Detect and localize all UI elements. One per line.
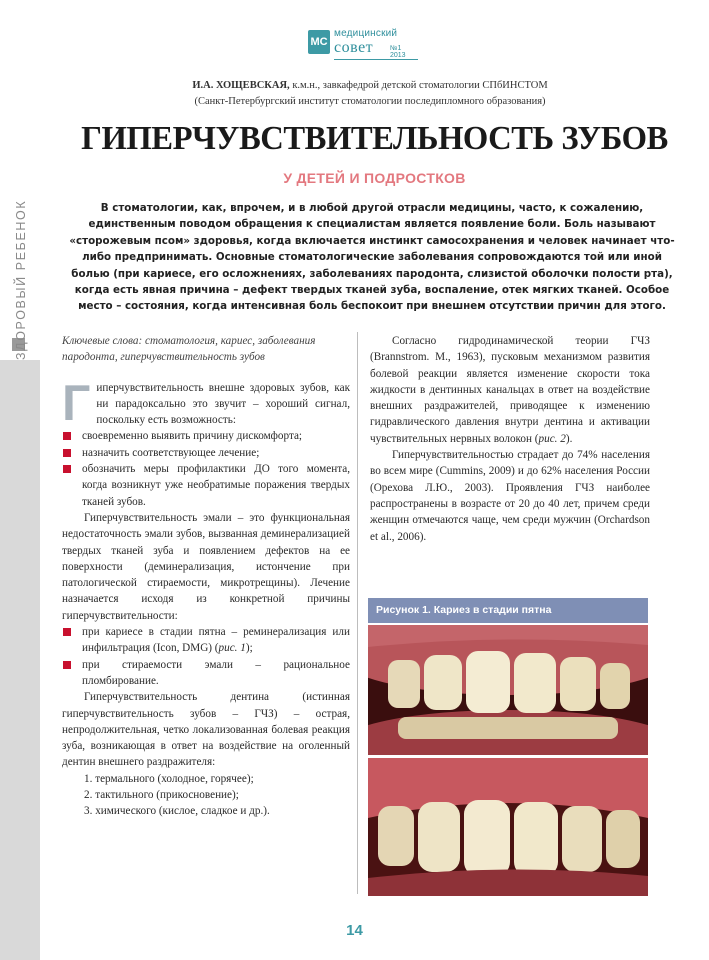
- bullet-square-icon: [63, 661, 71, 669]
- list-item: 1. термального (холодное, горячее);: [84, 772, 254, 785]
- bullet-text: при кариесе в стадии пятна – реминерализация или инфильтрация (Icon, DMG) (: [82, 626, 350, 655]
- author-line: [60, 80, 680, 91]
- intro-text: иперчувствительность внешне здоровых зубов, как ни парадоксально это звучит – хороший сигнал, поскольку есть возможность:: [96, 381, 350, 427]
- list-item: 3. химического (кислое, сладкое и др.).: [84, 805, 270, 818]
- logo-underline: [334, 59, 418, 60]
- left-column: [62, 333, 350, 820]
- author-affiliation: (Санкт-Петербургский институт стоматологии последипломного образования): [194, 96, 546, 107]
- logo-mark-icon: МС: [308, 30, 330, 54]
- side-rubric-bar: [0, 360, 40, 960]
- right-column: [370, 333, 650, 545]
- figure-ref-1[interactable]: рис. 1: [218, 642, 246, 655]
- intro-paragraph: [62, 374, 350, 431]
- column-divider: [357, 332, 358, 894]
- list-item: 2. тактильного (прикосновение);: [84, 789, 239, 802]
- article-subtitle: У ДЕТЕЙ И ПОДРОСТКОВ: [283, 170, 466, 186]
- enamel-paragraph: Гиперчувствительность эмали – это функциональная недостаточность эмали зубов, вызванная деминерализацией твердых тканей зуба и появлением дефектов на ее поверхности (деминерализация, истончение при патологической стираемости, микротрещины). Лечение назначается исходя из конкретной причины гиперчувствительности:: [62, 511, 350, 622]
- bullet-square-icon: [63, 449, 71, 457]
- teeth-photo-bottom: [368, 758, 648, 896]
- side-rubric-label: ЗДОРОВЫЙ РЕБЕНОК: [14, 199, 28, 360]
- article-title: ГИПЕРЧУВСТВИТЕЛЬНОСТЬ ЗУБОВ: [81, 120, 668, 157]
- teeth-photo-bottom-image: [368, 758, 648, 896]
- figure-1: [368, 598, 648, 898]
- bullet-text: при стираемости эмали – рациональное пломбирование.: [82, 658, 350, 687]
- bullet-text: обозначить меры профилактики ДО того момента, когда возникнут уже необратимые поражения твердых тканей зубов.: [82, 463, 350, 508]
- prevalence-paragraph: Гиперчувствительностью страдает до 74% населения во всем мире (Cummins, 2009) и до 62% населения России (Орехова Л.Ю., 2003). Проявления ГЧЗ наиболее распространены в возрасте от 20 до 40 лет, причем среди женщин отмечаются чаще, чем среди мужчин (Orchardson et al., 2006).: [370, 449, 650, 543]
- author-name: И.А. ХОЩЕВСКАЯ,: [192, 80, 290, 91]
- bullet-text: своевременно выявить причину дискомфорта;: [82, 430, 303, 443]
- article-abstract: В стоматологии, как, впрочем, и в любой другой отрасли медицины, часто, к сожалению, единственным поводом обращения к специалистам является появление боли. Боль называют «сторожевым псом» здоровья, когда включается инстинкт самосохранения и человек начинает что-либо предпринимать. Основные стоматологические заболевания сопровождаются той или иной болью (при кариесе, его осложнениях, заболеваниях пародонта, слизистой оболочки полости рта), когда есть явная причина – дефект твердых тканей зуба, воспаление, отек мягких тканей. Особое место – состояния, когда интенсивная боль беспокоит при внешнем отсутствии причин для этого.: [69, 202, 675, 313]
- page-number: 14: [346, 922, 363, 939]
- bullet-text-end: );: [245, 642, 253, 655]
- dentin-paragraph: Гиперчувствительность дентина (истинная гиперчувствительность зубов – ГЧЗ) – острая, непродолжительная, четко локализованная болевая реакция зуба, возникающая в ответ на воздействие на оголенный дентин внешнего раздражителя:: [62, 691, 350, 769]
- author-credentials: к.м.н., завкафедрой детской стоматологии СПбИНСТОМ: [289, 80, 548, 91]
- hydrodynamic-paragraph: [370, 333, 650, 447]
- bullet-square-icon: [63, 432, 71, 440]
- keywords: Ключевые слова: стоматология, кариес, заболевания пародонта, гиперчувствительность зубов: [62, 335, 316, 364]
- dropcap: Г: [62, 374, 91, 431]
- bullet-item: [62, 445, 350, 461]
- logo-line2: совет: [334, 39, 374, 56]
- paragraph-text-end: ).: [565, 432, 573, 445]
- bullet-text: назначить соответствующее лечение;: [82, 446, 260, 459]
- figure-caption: Рисунок 1. Кариез в стадии пятна: [368, 598, 648, 623]
- logo-issue: №1 2013: [390, 45, 406, 59]
- paragraph-text: Согласно гидродинамической теории ГЧЗ (Brannstrom. M., 1963), пусковым механизмом развития болевой реакции является изменение скорости тока жидкости в дентинных канальцах в ответ на воздействие внешних раздражителей, приводящее к изменению гидравлического давления внутри дентина и активации чувствительных нервных волокон (: [370, 335, 650, 445]
- bullet-square-icon: [63, 465, 71, 473]
- bullet-item: [62, 624, 350, 657]
- bullet-square-icon: [63, 628, 71, 636]
- logo-line1: медицинский: [334, 28, 398, 39]
- bullet-item: [62, 428, 350, 444]
- journal-logo: [308, 30, 418, 60]
- figure-ref-2[interactable]: рис. 2: [538, 432, 566, 445]
- teeth-photo-top-image: [368, 625, 648, 755]
- teeth-photo-top: [368, 625, 648, 755]
- bullet-item: [62, 657, 350, 690]
- bullet-item: [62, 461, 350, 510]
